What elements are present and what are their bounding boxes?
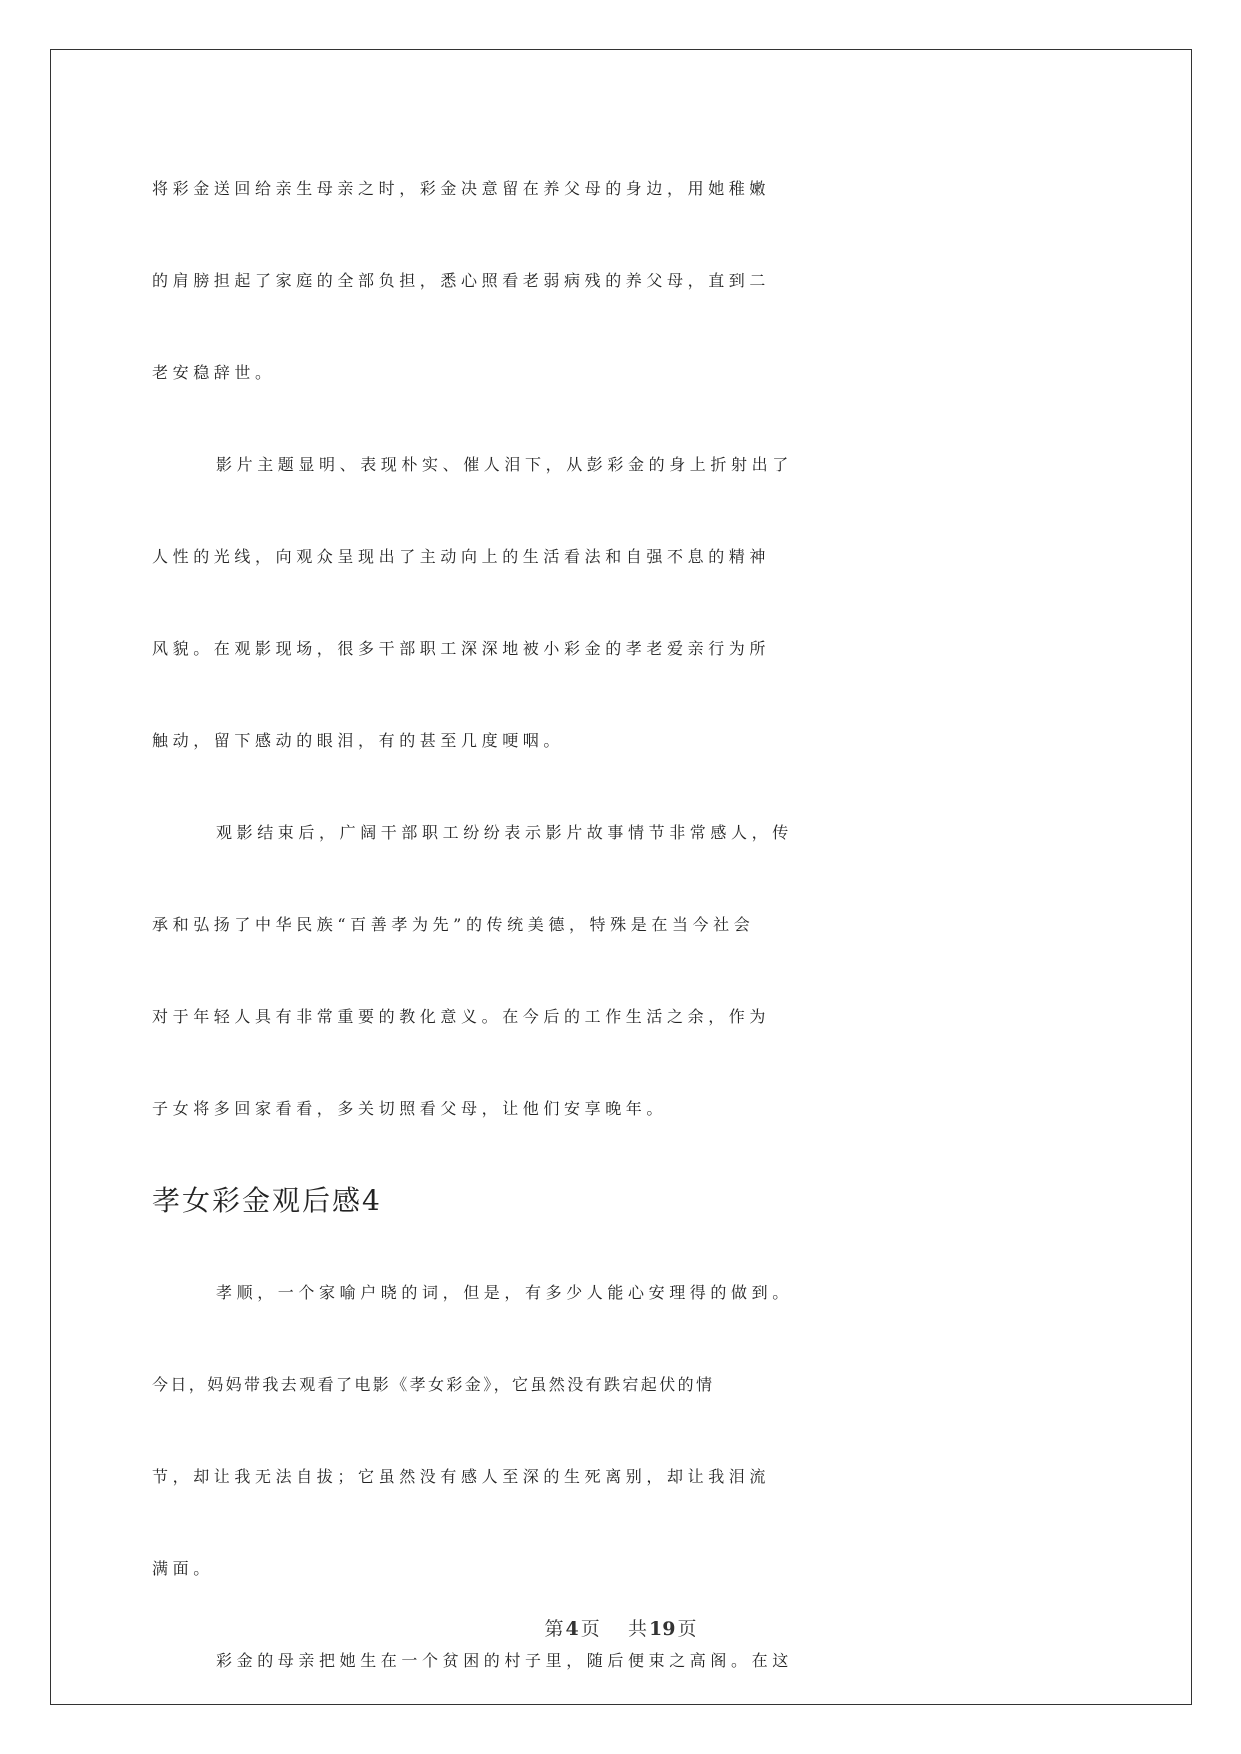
- text-line: 承和弘扬了中华民族“百善孝为先”的传统美德，特殊是在当今社会: [152, 915, 755, 934]
- text-line: 老安稳辞世。: [152, 363, 276, 382]
- text-line: 彩金的母亲把她生在一个贫困的村子里，随后便束之高阁。在这: [216, 1651, 793, 1670]
- text-line: 子女将多回家看看，多关切照看父母，让他们安享晚年。: [152, 1099, 668, 1118]
- document-body: [152, 160, 1089, 1724]
- text-line: 孝顺，一个家喻户晓的词，但是，有多少人能心安理得的做到。: [216, 1283, 793, 1302]
- footer-page-prefix: 第: [544, 1618, 564, 1640]
- text-line: 节，却让我无法自拔；它虽然没有感人至深的生死离别，却让我泪流: [152, 1467, 771, 1486]
- footer-total-suffix: 页: [677, 1618, 697, 1640]
- text-line: 对于年轻人具有非常重要的教化意义。在今后的工作生活之余，作为: [152, 1007, 771, 1026]
- text-line: 的肩膀担起了家庭的全部负担，悉心照看老弱病残的养父母，直到二: [152, 271, 771, 290]
- footer-page-number: 4: [565, 1618, 579, 1640]
- text-line: 将彩金送回给亲生母亲之时，彩金决意留在养父母的身边，用她稚嫩: [152, 179, 771, 198]
- text-line: 触动，留下感动的眼泪，有的甚至几度哽咽。: [152, 731, 565, 750]
- section-heading: 孝女彩金观后感4: [152, 1184, 382, 1217]
- text-line: 人性的光线，向观众呈现出了主动向上的生活看法和自强不息的精神: [152, 547, 771, 566]
- text-line: 观影结束后，广阔干部职工纷纷表示影片故事情节非常感人，传: [216, 823, 793, 842]
- footer-total-prefix: 共: [627, 1618, 647, 1640]
- footer-total-pages: 19: [648, 1618, 676, 1640]
- page-footer: [0, 1614, 1241, 1641]
- text-line: 影片主题显明、表现朴实、催人泪下，从彭彩金的身上折射出了: [216, 455, 793, 474]
- footer-page-suffix: 页: [580, 1618, 600, 1640]
- text-line: 风貌。在观影现场，很多干部职工深深地被小彩金的孝老爱亲行为所: [152, 639, 771, 658]
- text-line: 今日，妈妈带我去观看了电影《孝女彩金》，它虽然没有跌宕起伏的情: [152, 1375, 715, 1394]
- text-line: 满面。: [152, 1559, 214, 1578]
